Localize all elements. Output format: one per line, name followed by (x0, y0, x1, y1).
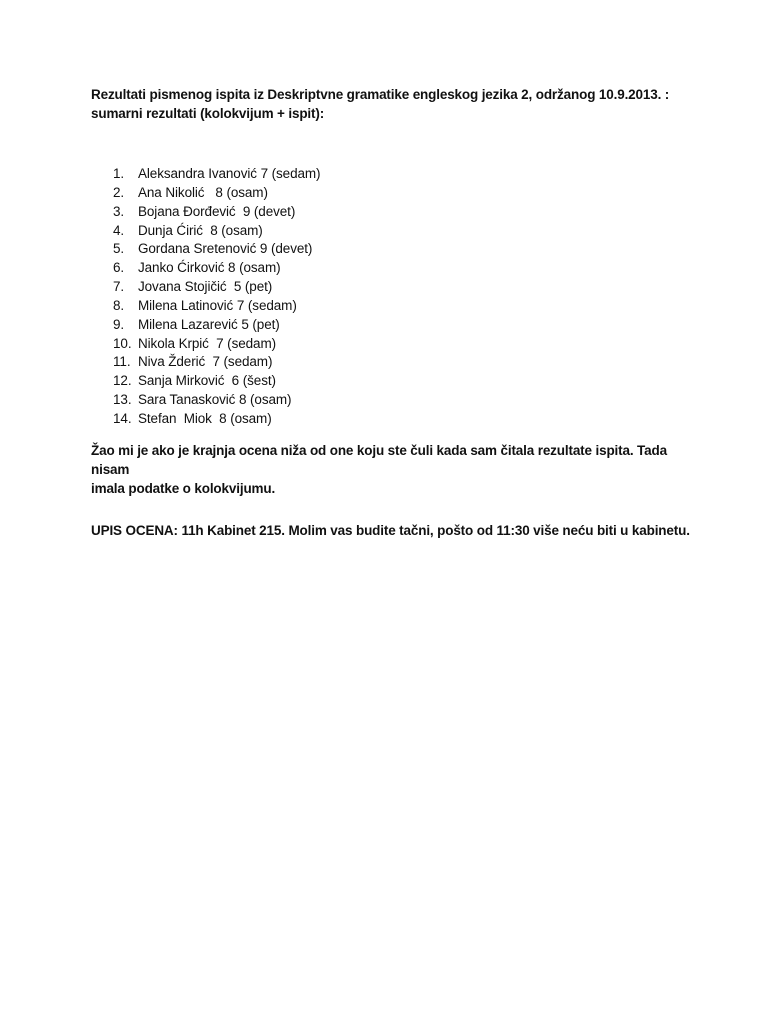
item-number: 12. (113, 373, 132, 389)
item-number: 4. (113, 222, 125, 238)
item-text: Ana Nikolić 8 (osam) (138, 184, 268, 200)
apology-line: Žao mi je ako je krajnja ocena niža od one koju ste čuli kada sam čitala rezultate ispita. Tada nisam (91, 443, 667, 477)
item-text: Aleksandra Ivanović 7 (sedam) (138, 166, 321, 181)
item-number: 14. (113, 410, 132, 426)
item-text: Bojana Đorđević 9 (devet) (138, 203, 296, 219)
item-number: 3. (113, 203, 125, 219)
item-text: Niva Žderić 7 (sedam) (138, 354, 273, 370)
item-text: Gordana Sretenović 9 (devet) (138, 241, 313, 257)
item-number: 7. (113, 279, 125, 295)
item-number: 5. (113, 241, 125, 257)
item-number: 8. (113, 297, 125, 313)
item-text: Sanja Mirković 6 (šest) (138, 373, 276, 389)
grade-entry-notice: UPIS OCENA: 11h Kabinet 215. Molim vas budite tačni, pošto od 11:30 više neću biti u kabinetu. (91, 523, 690, 538)
item-text: Milena Lazarević 5 (pet) (138, 316, 280, 332)
item-text: Dunja Ćirić 8 (osam) (138, 222, 263, 238)
heading-line: sumarni rezultati (kolokvijum + ispit): (91, 106, 325, 121)
item-number: 10. (113, 335, 132, 351)
item-number: 1. (113, 166, 125, 181)
document-heading (91, 85, 691, 123)
item-text: Jovana Stojičić 5 (pet) (138, 279, 273, 295)
item-text: Nikola Krpić 7 (sedam) (138, 335, 276, 351)
apology-paragraph (91, 441, 691, 498)
item-text: Milena Latinović 7 (sedam) (138, 297, 297, 313)
item-text: Sara Tanasković 8 (osam) (138, 392, 292, 408)
item-text: Janko Ćirković 8 (osam) (138, 260, 281, 276)
apology-line: imala podatke o kolokvijumu. (91, 481, 276, 496)
item-number: 11. (113, 354, 131, 370)
heading-line: Rezultati pismenog ispita iz Deskriptvne gramatike engleskog jezika 2, održanog 10.9.2013. : (91, 87, 670, 102)
item-text: Stefan Miok 8 (osam) (138, 410, 272, 426)
item-number: 6. (113, 260, 125, 276)
item-number: 9. (113, 316, 125, 332)
item-number: 13. (113, 392, 132, 408)
item-number: 2. (113, 184, 125, 200)
